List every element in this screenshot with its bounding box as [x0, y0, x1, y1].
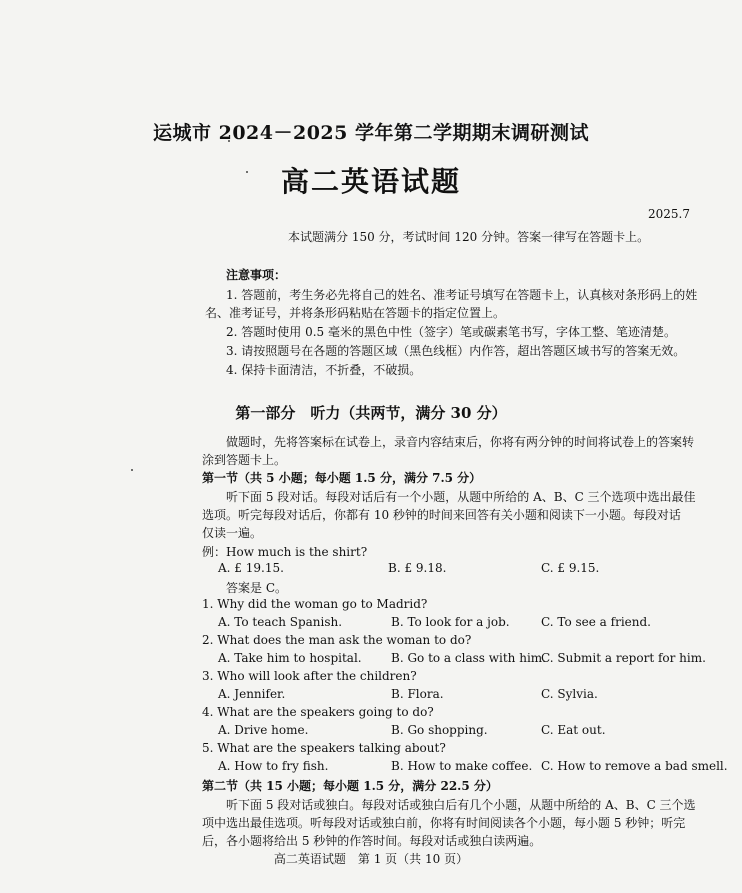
section2-instructions: 听下面 5 段对话或独白。每段对话或独白后有几个小题，从题中所给的 A、B、C 三个选: [226, 798, 696, 812]
exam-title: 运城市 2024－2025 学年第二学期期末调研测试: [153, 122, 589, 144]
question-1-option-b: B. To look for a job.: [391, 615, 510, 629]
question-3-option-a: A. Jennifer.: [218, 687, 286, 701]
question-4-option-c: C. Eat out.: [541, 723, 606, 737]
section1-instructions-3: 仅读一遍。: [202, 526, 263, 540]
question-5-option-a: A. How to fry fish.: [218, 759, 329, 773]
question-4-option-b: B. Go shopping.: [391, 723, 488, 737]
section2-instructions-2: 项中选出最佳选项。听每段对话或独白前，你将有时间阅读各个小题，每小题 5 秒钟；听完: [202, 816, 686, 830]
question-4: 4. What are the speakers going to do?: [202, 705, 434, 719]
exam-date: 2025.7: [648, 207, 690, 221]
question-3-option-c: C. Sylvia.: [541, 687, 598, 701]
part1-intro-cont: 涂到答题卡上。: [202, 453, 287, 467]
question-5-option-b: B. How to make coffee.: [391, 759, 533, 773]
question-1: 1. Why did the woman go to Madrid?: [202, 597, 428, 611]
example-option-c: C. £ 9.15.: [541, 561, 600, 575]
question-1-option-a: A. To teach Spanish.: [218, 615, 343, 629]
notice-item-3: 3. 请按照题号在各题的答题区域（黑色线框）内作答，超出答题区域书写的答案无效。: [226, 344, 686, 358]
section1-instructions: 听下面 5 段对话。每段对话后有一个小题，从题中所给的 A、B、C 三个选项中选出最佳: [226, 490, 696, 504]
question-3-option-b: B. Flora.: [391, 687, 444, 701]
section1-title: 第一节（共 5 小题；每小题 1.5 分，满分 7.5 分）: [202, 471, 482, 485]
section2-instructions-3: 后，各小题将给出 5 秒钟的作答时间。每段对话或独白读两遍。: [202, 834, 542, 848]
question-5: 5. What are the speakers talking about?: [202, 741, 446, 755]
scan-speck: [131, 469, 133, 471]
question-2-option-a: A. Take him to hospital.: [218, 651, 362, 665]
example-answer: 答案是 C。: [226, 581, 287, 595]
question-1-option-c: C. To see a friend.: [541, 615, 651, 629]
notice-item-4: 4. 保持卡面清洁，不折叠，不破损。: [226, 363, 422, 377]
question-3: 3. Who will look after the children?: [202, 669, 417, 683]
example-option-a: A. £ 19.15.: [218, 561, 284, 575]
part1-intro: 做题时，先将答案标在试卷上，录音内容结束后，你将有两分钟的时间将试卷上的答案转: [226, 435, 695, 449]
example-question: 例：How much is the shirt?: [202, 545, 368, 559]
section1-instructions-2: 选项。听完每段对话后，你都有 10 秒钟的时间来回答有关小题和阅读下一小题。每段对话: [202, 508, 681, 522]
question-2: 2. What does the man ask the woman to do?: [202, 633, 472, 647]
notice-heading: 注意事项：: [226, 268, 287, 282]
example-option-b: B. £ 9.18.: [388, 561, 447, 575]
page-footer: 高二英语试题 第 1 页（共 10 页）: [273, 852, 469, 866]
notice-item-1-cont: 名、准考证号，并将条形码粘贴在答题卡的指定位置上。: [205, 306, 506, 320]
question-4-option-a: A. Drive home.: [218, 723, 309, 737]
question-5-option-c: C. How to remove a bad smell.: [541, 759, 728, 773]
question-2-option-b: B. Go to a class with him.: [391, 651, 546, 665]
notice-item-2: 2. 答题时使用 0.5 毫米的黑色中性（签字）笔或碳素笔书写，字体工整、笔迹清楚。: [226, 325, 676, 339]
notice-item-1: 1. 答题前，考生务必先将自己的姓名、准考证号填写在答题卡上，认真核对条形码上的姓: [226, 288, 698, 302]
exam-subtitle: 高二英语试题: [280, 165, 461, 198]
part1-title: 第一部分 听力（共两节，满分 30 分）: [235, 404, 507, 422]
exam-intro: 本试题满分 150 分，考试时间 120 分钟。答案一律写在答题卡上。: [288, 230, 650, 244]
section2-title: 第二节（共 15 小题；每小题 1.5 分，满分 22.5 分）: [202, 779, 498, 793]
question-2-option-c: C. Submit a report for him.: [541, 651, 706, 665]
